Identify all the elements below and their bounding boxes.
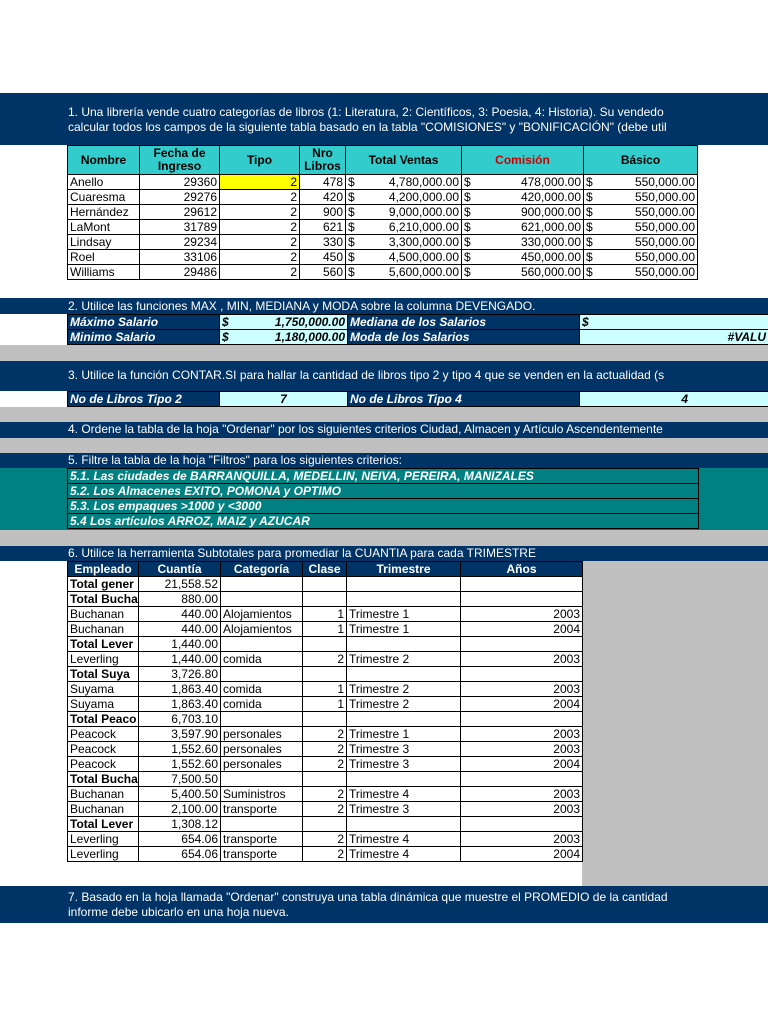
header-clase[interactable]: Clase xyxy=(303,562,347,577)
criteria-5-4: 5.4 Los artículos ARROZ, MAIZ y AZUCAR xyxy=(68,514,699,529)
cell-nombre[interactable]: Williams xyxy=(68,265,140,280)
section4-title: 4. Ordene la tabla de la hoja "Ordenar" por los siguientes criterios Ciudad, Almacen y Artículo Ascendentemente xyxy=(68,422,663,436)
book-count-table xyxy=(67,391,768,407)
cell-comision[interactable]: $ 450,000.00 xyxy=(462,250,584,265)
cell-cuantia[interactable]: 1,863.40 xyxy=(139,682,221,697)
min-salary-label: Minimo Salario xyxy=(68,330,220,345)
cell-trimestre[interactable]: Trimestre 2 xyxy=(347,652,461,667)
cell-basico[interactable]: $ 550,000.00 xyxy=(584,235,698,250)
subtotal-row xyxy=(68,577,583,592)
cell-trimestre[interactable]: Trimestre 4 xyxy=(347,832,461,847)
cell-basico[interactable]: $ 550,000.00 xyxy=(584,175,698,190)
section2-gap xyxy=(0,345,768,361)
min-salary-value[interactable]: $ 1,180,000.00 xyxy=(220,330,348,345)
detail-row xyxy=(68,742,583,757)
cell-nro-libros[interactable]: 621 xyxy=(300,220,346,235)
books-table xyxy=(67,145,698,280)
cell-trimestre[interactable] xyxy=(347,772,461,787)
cell-trimestre[interactable]: Trimestre 2 xyxy=(347,697,461,712)
cell-basico[interactable]: $ 550,000.00 xyxy=(584,250,698,265)
cell-categoria[interactable]: transporte xyxy=(221,847,303,862)
cell-anos[interactable] xyxy=(461,637,583,652)
cell-cuantia[interactable]: 3,726.80 xyxy=(139,667,221,682)
cell-nro-libros[interactable]: 330 xyxy=(300,235,346,250)
header-basico[interactable]: Básico xyxy=(584,146,698,175)
cell-nro-libros[interactable]: 420 xyxy=(300,190,346,205)
cell-categoria[interactable]: Alojamientos xyxy=(221,622,303,637)
header-empleado[interactable]: Empleado xyxy=(68,562,139,577)
subtotal-row xyxy=(68,817,583,832)
cell-empleado[interactable]: Total Peaco xyxy=(68,712,139,727)
cell-cuantia[interactable]: 1,440.00 xyxy=(139,637,221,652)
cell-clase[interactable] xyxy=(303,772,347,787)
cell-clase[interactable]: 1 xyxy=(303,622,347,637)
max-salary-label: Máximo Salario xyxy=(68,315,220,330)
cell-comision[interactable]: $ 560,000.00 xyxy=(462,265,584,280)
cell-categoria[interactable] xyxy=(221,817,303,832)
cell-anos[interactable]: 2003 xyxy=(461,652,583,667)
cell-trimestre[interactable]: Trimestre 2 xyxy=(347,682,461,697)
cell-trimestre[interactable]: Trimestre 1 xyxy=(347,607,461,622)
cell-clase[interactable] xyxy=(303,817,347,832)
cell-comision[interactable]: $ 478,000.00 xyxy=(462,175,584,190)
section1-line2: calcular todos los campos de la siguiente tabla basado en la tabla "COMISIONES" y "BONIFICACIÓN" (debe util xyxy=(68,120,667,134)
detail-row xyxy=(68,757,583,772)
cell-trimestre[interactable]: Trimestre 1 xyxy=(347,622,461,637)
cell-empleado[interactable]: Total Lever xyxy=(68,637,139,652)
detail-row xyxy=(68,607,583,622)
header-comision[interactable]: Comisión xyxy=(462,146,584,175)
cell-comision[interactable]: $ 900,000.00 xyxy=(462,205,584,220)
cell-anos[interactable]: 2003 xyxy=(461,802,583,817)
cell-clase[interactable]: 2 xyxy=(303,802,347,817)
criteria-5-2: 5.2. Los Almacenes EXITO, POMONA y OPTIMO xyxy=(68,484,699,499)
cell-cuantia[interactable]: 1,863.40 xyxy=(139,697,221,712)
cell-total-ventas[interactable]: $ 3,300,000.00 xyxy=(346,235,462,250)
cell-anos[interactable]: 2004 xyxy=(461,697,583,712)
cell-categoria[interactable]: transporte xyxy=(221,802,303,817)
header-trimestre[interactable]: Trimestre xyxy=(347,562,461,577)
cell-clase[interactable] xyxy=(303,667,347,682)
books-row xyxy=(68,235,698,250)
cell-trimestre[interactable] xyxy=(347,712,461,727)
cell-tipo[interactable]: 2 xyxy=(220,175,300,190)
cell-empleado[interactable]: Buchanan xyxy=(68,787,139,802)
section7-line2: informe debe ubicarlo en una hoja nueva. xyxy=(68,905,289,919)
cell-categoria[interactable]: comida xyxy=(221,682,303,697)
section1-line1: 1. Una librería vende cuatro categorías de libros (1: Literatura, 2: Científicos, 3: Poesia, 4: Historia). Su vendedo xyxy=(68,105,664,119)
subtotal-row xyxy=(68,772,583,787)
detail-row xyxy=(68,832,583,847)
cell-clase[interactable] xyxy=(303,712,347,727)
cell-anos[interactable]: 2003 xyxy=(461,742,583,757)
cell-categoria[interactable] xyxy=(221,712,303,727)
header-categoria[interactable]: Categoría xyxy=(221,562,303,577)
cell-cuantia[interactable]: 2,100.00 xyxy=(139,802,221,817)
cell-clase[interactable]: 2 xyxy=(303,757,347,772)
cell-anos[interactable]: 2004 xyxy=(461,622,583,637)
cell-anos[interactable]: 2003 xyxy=(461,727,583,742)
detail-row xyxy=(68,682,583,697)
cell-basico[interactable]: $ 550,000.00 xyxy=(584,265,698,280)
cell-trimestre[interactable]: Trimestre 4 xyxy=(347,787,461,802)
cell-empleado[interactable]: Peacock xyxy=(68,757,139,772)
criteria-5-3: 5.3. Los empaques >1000 y <3000 xyxy=(68,499,699,514)
books-row xyxy=(68,265,698,280)
subtotal-row xyxy=(68,667,583,682)
cell-total-ventas[interactable]: $ 5,600,000.00 xyxy=(346,265,462,280)
cell-tipo[interactable]: 2 xyxy=(220,190,300,205)
cell-fecha[interactable]: 31789 xyxy=(140,220,220,235)
header-nombre[interactable]: Nombre xyxy=(68,146,140,175)
mode-salary-value[interactable]: #VALU xyxy=(580,330,768,345)
cell-categoria[interactable] xyxy=(221,637,303,652)
cell-cuantia[interactable]: 440.00 xyxy=(139,607,221,622)
cell-empleado[interactable]: Total Bucha xyxy=(68,772,139,787)
section2-title: 2. Utilice las funciones MAX , MIN, MEDIANA y MODA sobre la columna DEVENGADO. xyxy=(68,299,536,313)
cell-nro-libros[interactable]: 900 xyxy=(300,205,346,220)
cell-categoria[interactable]: Alojamientos xyxy=(221,607,303,622)
cell-clase[interactable]: 2 xyxy=(303,832,347,847)
cell-anos[interactable] xyxy=(461,592,583,607)
cell-categoria[interactable]: Suministros xyxy=(221,787,303,802)
books-row xyxy=(68,190,698,205)
cell-empleado[interactable]: Buchanan xyxy=(68,622,139,637)
cell-cuantia[interactable]: 654.06 xyxy=(139,832,221,847)
cell-clase[interactable] xyxy=(303,637,347,652)
cell-comision[interactable]: $ 330,000.00 xyxy=(462,235,584,250)
cell-empleado[interactable]: Leverling xyxy=(68,832,139,847)
cell-nombre[interactable]: Hernández xyxy=(68,205,140,220)
cell-cuantia[interactable]: 1,308.12 xyxy=(139,817,221,832)
cell-nro-libros[interactable]: 450 xyxy=(300,250,346,265)
detail-row xyxy=(68,697,583,712)
cell-clase[interactable] xyxy=(303,592,347,607)
cell-empleado[interactable]: Leverling xyxy=(68,847,139,862)
cell-cuantia[interactable]: 6,703.10 xyxy=(139,712,221,727)
cell-empleado[interactable]: Total Suya xyxy=(68,667,139,682)
cell-total-ventas[interactable]: $ 4,780,000.00 xyxy=(346,175,462,190)
books-row xyxy=(68,205,698,220)
cell-cuantia[interactable]: 5,400.50 xyxy=(139,787,221,802)
cell-nombre[interactable]: Anello xyxy=(68,175,140,190)
subtotals-table xyxy=(67,561,583,862)
cell-trimestre[interactable]: Trimestre 1 xyxy=(347,727,461,742)
cell-total-ventas[interactable]: $ 4,200,000.00 xyxy=(346,190,462,205)
cell-categoria[interactable]: transporte xyxy=(221,832,303,847)
cell-tipo[interactable]: 2 xyxy=(220,205,300,220)
cell-categoria[interactable] xyxy=(221,772,303,787)
cell-empleado[interactable]: Peacock xyxy=(68,742,139,757)
cell-anos[interactable] xyxy=(461,667,583,682)
cell-trimestre[interactable]: Trimestre 3 xyxy=(347,742,461,757)
cell-anos[interactable]: 2003 xyxy=(461,682,583,697)
cell-empleado[interactable]: Total Bucha xyxy=(68,592,139,607)
cell-empleado[interactable]: Suyama xyxy=(68,697,139,712)
median-salary-value[interactable]: $ xyxy=(580,315,768,330)
cell-fecha[interactable]: 29276 xyxy=(140,190,220,205)
cell-anos[interactable]: 2003 xyxy=(461,787,583,802)
cell-categoria[interactable]: personales xyxy=(221,727,303,742)
section3-gap xyxy=(0,407,768,422)
cell-cuantia[interactable]: 654.06 xyxy=(139,847,221,862)
mode-salary-label: Moda de los Salarios xyxy=(348,330,580,345)
cell-empleado[interactable]: Total Lever xyxy=(68,817,139,832)
tipo2-label: No de Libros Tipo 2 xyxy=(68,392,220,407)
cell-clase[interactable]: 1 xyxy=(303,697,347,712)
subtotal-row xyxy=(68,712,583,727)
section7-line1: 7. Basado en la hoja llamada "Ordenar" construya una tabla dinámica que muestre el PROMEDIO de la cantidad xyxy=(68,890,668,904)
tipo2-value[interactable]: 7 xyxy=(220,392,348,407)
cell-nombre[interactable]: LaMont xyxy=(68,220,140,235)
cell-clase[interactable]: 2 xyxy=(303,742,347,757)
filter-criteria-table xyxy=(67,468,699,529)
section4-gap xyxy=(0,438,768,453)
cell-nombre[interactable]: Lindsay xyxy=(68,235,140,250)
header-cuantia[interactable]: Cuantía xyxy=(139,562,221,577)
cell-categoria[interactable]: personales xyxy=(221,742,303,757)
cell-anos[interactable] xyxy=(461,817,583,832)
section6-right-fill xyxy=(582,561,768,886)
section3-title: 3. Utilice la función CONTAR.SI para hallar la cantidad de libros tipo 2 y tipo 4 que se venden en la actualidad (s xyxy=(68,368,665,382)
cell-categoria[interactable]: personales xyxy=(221,757,303,772)
cell-nro-libros[interactable]: 560 xyxy=(300,265,346,280)
cell-categoria[interactable]: comida xyxy=(221,652,303,667)
cell-cuantia[interactable]: 1,440.00 xyxy=(139,652,221,667)
cell-nombre[interactable]: Cuaresma xyxy=(68,190,140,205)
cell-total-ventas[interactable]: $ 6,210,000.00 xyxy=(346,220,462,235)
criteria-5-1: 5.1. Las ciudades de BARRANQUILLA, MEDELLIN, NEIVA, PEREIRA, MANIZALES xyxy=(68,469,699,484)
cell-trimestre[interactable] xyxy=(347,592,461,607)
subtotal-row xyxy=(68,637,583,652)
header-anos[interactable]: Años xyxy=(461,562,583,577)
cell-fecha[interactable]: 29612 xyxy=(140,205,220,220)
cell-trimestre[interactable]: Trimestre 4 xyxy=(347,847,461,862)
cell-comision[interactable]: $ 420,000.00 xyxy=(462,190,584,205)
cell-cuantia[interactable]: 1,552.60 xyxy=(139,742,221,757)
detail-row xyxy=(68,787,583,802)
header-tipo[interactable]: Tipo xyxy=(220,146,300,175)
cell-nro-libros[interactable]: 478 xyxy=(300,175,346,190)
cell-basico[interactable]: $ 550,000.00 xyxy=(584,205,698,220)
cell-empleado[interactable]: Leverling xyxy=(68,652,139,667)
cell-anos[interactable] xyxy=(461,772,583,787)
cell-trimestre[interactable] xyxy=(347,817,461,832)
cell-empleado[interactable]: Peacock xyxy=(68,727,139,742)
subtotal-row xyxy=(68,592,583,607)
cell-cuantia[interactable]: 7,500.50 xyxy=(139,772,221,787)
header-fecha[interactable]: Fecha de Ingreso xyxy=(140,146,220,175)
cell-fecha[interactable]: 29234 xyxy=(140,235,220,250)
detail-row xyxy=(68,727,583,742)
detail-row xyxy=(68,847,583,862)
section5-title: 5. Filtre la tabla de la hoja "Filtros" para los siguientes criterios: xyxy=(68,453,403,467)
cell-tipo[interactable]: 2 xyxy=(220,250,300,265)
cell-fecha[interactable]: 29360 xyxy=(140,175,220,190)
cell-clase[interactable]: 2 xyxy=(303,727,347,742)
cell-basico[interactable]: $ 550,000.00 xyxy=(584,220,698,235)
cell-anos[interactable] xyxy=(461,712,583,727)
cell-anos[interactable]: 2004 xyxy=(461,847,583,862)
detail-row xyxy=(68,802,583,817)
cell-empleado[interactable]: Buchanan xyxy=(68,802,139,817)
cell-clase[interactable]: 2 xyxy=(303,847,347,862)
tipo4-label: No de Libros Tipo 4 xyxy=(348,392,580,407)
cell-cuantia[interactable]: 21,558.52 xyxy=(139,577,221,592)
cell-categoria[interactable]: comida xyxy=(221,697,303,712)
header-nro-libros[interactable]: Nro Libros xyxy=(300,146,346,175)
cell-categoria[interactable] xyxy=(221,667,303,682)
cell-clase[interactable]: 1 xyxy=(303,682,347,697)
cell-trimestre[interactable]: Trimestre 3 xyxy=(347,757,461,772)
cell-anos[interactable]: 2003 xyxy=(461,832,583,847)
cell-empleado[interactable]: Buchanan xyxy=(68,607,139,622)
median-salary-label: Mediana de los Salarios xyxy=(348,315,580,330)
detail-row xyxy=(68,622,583,637)
cell-cuantia[interactable]: 3,597.90 xyxy=(139,727,221,742)
tipo4-value[interactable]: 4 xyxy=(580,392,768,407)
cell-cuantia[interactable]: 440.00 xyxy=(139,622,221,637)
subtotals-header-row xyxy=(68,562,583,577)
cell-anos[interactable]: 2004 xyxy=(461,757,583,772)
cell-nombre[interactable]: Roel xyxy=(68,250,140,265)
section5-gap xyxy=(0,530,768,546)
cell-trimestre[interactable]: Trimestre 3 xyxy=(347,802,461,817)
section6-title: 6. Utilice la herramienta Subtotales para promediar la CUANTIA para cada TRIMESTRE xyxy=(68,546,536,560)
cell-trimestre[interactable] xyxy=(347,667,461,682)
cell-clase[interactable]: 2 xyxy=(303,652,347,667)
cell-fecha[interactable]: 29486 xyxy=(140,265,220,280)
books-row xyxy=(68,220,698,235)
cell-trimestre[interactable] xyxy=(347,637,461,652)
cell-cuantia[interactable]: 880.00 xyxy=(139,592,221,607)
books-row xyxy=(68,175,698,190)
books-row xyxy=(68,250,698,265)
cell-tipo[interactable]: 2 xyxy=(220,265,300,280)
cell-cuantia[interactable]: 1,552.60 xyxy=(139,757,221,772)
cell-tipo[interactable]: 2 xyxy=(220,235,300,250)
header-total-ventas[interactable]: Total Ventas xyxy=(346,146,462,175)
cell-categoria[interactable] xyxy=(221,592,303,607)
cell-categoria[interactable] xyxy=(221,577,303,592)
cell-total-ventas[interactable]: $ 4,500,000.00 xyxy=(346,250,462,265)
cell-fecha[interactable]: 33106 xyxy=(140,250,220,265)
cell-comision[interactable]: $ 621,000.00 xyxy=(462,220,584,235)
cell-total-ventas[interactable]: $ 9,000,000.00 xyxy=(346,205,462,220)
cell-tipo[interactable]: 2 xyxy=(220,220,300,235)
cell-basico[interactable]: $ 550,000.00 xyxy=(584,190,698,205)
cell-trimestre[interactable] xyxy=(347,577,461,592)
cell-anos[interactable]: 2003 xyxy=(461,607,583,622)
salary-stats-table xyxy=(67,314,768,345)
cell-empleado[interactable]: Suyama xyxy=(68,682,139,697)
max-salary-value[interactable]: $ 1,750,000.00 xyxy=(220,315,348,330)
cell-anos[interactable] xyxy=(461,577,583,592)
detail-row xyxy=(68,652,583,667)
cell-clase[interactable]: 2 xyxy=(303,787,347,802)
cell-empleado[interactable]: Total gener xyxy=(68,577,139,592)
books-header-row xyxy=(68,146,698,175)
cell-clase[interactable]: 1 xyxy=(303,607,347,622)
cell-clase[interactable] xyxy=(303,577,347,592)
